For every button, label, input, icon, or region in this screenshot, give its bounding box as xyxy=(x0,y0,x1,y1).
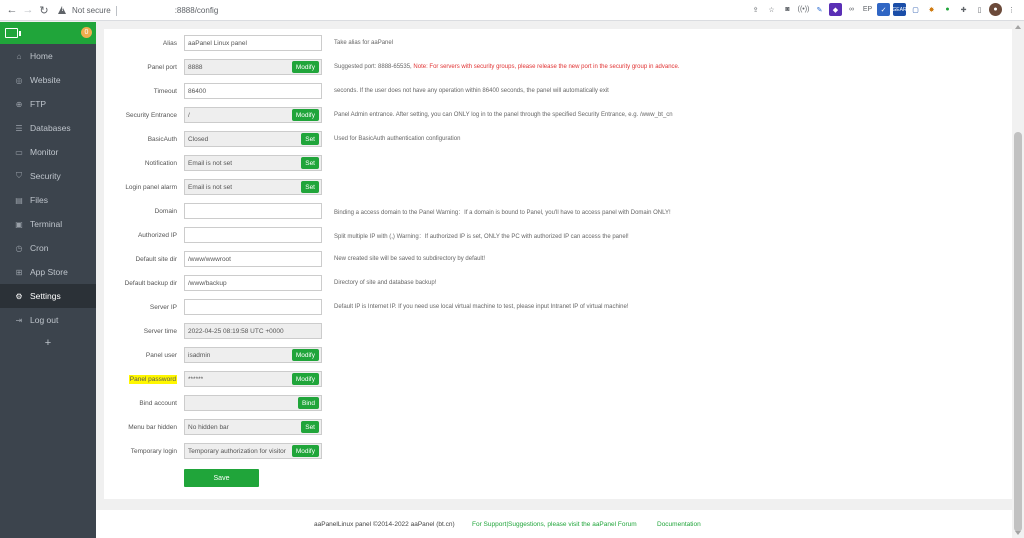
notification-label-text: Notification xyxy=(144,159,177,167)
server-ip-description-text: Default IP is Internet IP. If you need use local virtual machine to test, please input Intranet IP of virtual machine! xyxy=(334,304,629,310)
default-site-dir-label-text: Default site dir xyxy=(135,255,177,263)
domain-label xyxy=(104,208,177,215)
security-label[interactable]: Not secure xyxy=(72,6,111,15)
default-backup-dir-value: /www/backup xyxy=(188,279,227,287)
server-icon xyxy=(5,28,18,38)
panel-port-description xyxy=(334,64,680,70)
authorized-ip-description xyxy=(334,231,629,240)
setting-row-notification xyxy=(104,155,1004,171)
panel-port-value: 8888 xyxy=(188,63,203,71)
timeout-value: 86400 xyxy=(188,87,207,95)
panel-password-value: ****** xyxy=(188,375,204,383)
setting-row-panel-user xyxy=(104,347,1004,363)
scroll-thumb[interactable] xyxy=(1014,132,1022,532)
panel-password-label xyxy=(104,376,177,383)
sidebar-item-cron[interactable] xyxy=(0,236,96,260)
menu-bar-hidden-value: No hidden bar xyxy=(188,423,229,431)
sidebar-item-label: Cron xyxy=(30,243,49,253)
server-ip-description xyxy=(334,304,629,310)
alias-value: aaPanel Linux panel xyxy=(188,39,247,47)
extension-b-icon[interactable]: ◆ xyxy=(829,3,842,16)
copyright-text: aaPanelLinux panel ©2014-2022 aaPanel (bt.cn) xyxy=(314,520,455,528)
alias-label xyxy=(104,40,177,47)
sidebar-item-label: Security xyxy=(30,171,61,181)
url-path: :8888/config xyxy=(174,6,219,15)
bind-account-input[interactable] xyxy=(184,395,322,411)
alias-label-text: Alias xyxy=(162,39,177,47)
security-entrance-modify-button[interactable]: Modify xyxy=(292,109,319,121)
temporary-login-label xyxy=(104,448,177,455)
extension-a-icon[interactable]: ✎ xyxy=(816,6,823,14)
database-icon: ☰ xyxy=(15,123,23,133)
server-time-label-text: Server time xyxy=(143,327,177,335)
extension-h-icon[interactable]: ✸ xyxy=(928,6,935,14)
shield-icon: ⛉ xyxy=(16,171,22,180)
basic-auth-label-text: BasicAuth xyxy=(147,135,177,143)
address-bar[interactable] xyxy=(58,2,726,19)
file-icon: ▤ xyxy=(15,195,23,205)
setting-row-menu-bar-hidden xyxy=(104,419,1004,435)
login-alarm-set-button[interactable]: Set xyxy=(301,181,319,193)
menu-bar-hidden-input[interactable] xyxy=(184,419,322,435)
basic-auth-set-button[interactable]: Set xyxy=(301,133,319,145)
server-ip-label xyxy=(104,304,177,311)
alias-description-text: Take alias for aaPanel xyxy=(334,40,394,46)
sidebar-item-label: Website xyxy=(30,75,61,85)
notification-input[interactable] xyxy=(184,155,322,171)
bind-account-bind-button[interactable]: Bind xyxy=(298,397,319,409)
extension-c-icon[interactable]: ∞ xyxy=(849,6,854,13)
notification-label xyxy=(104,160,177,167)
setting-row-bind-account xyxy=(104,395,1004,411)
alias-description xyxy=(334,40,393,46)
timeout-label xyxy=(104,88,177,95)
setting-row-panel-password xyxy=(104,371,1004,387)
domain-label-text: Domain xyxy=(154,207,177,215)
basic-auth-description xyxy=(334,136,460,142)
sidebar xyxy=(0,22,96,538)
sidebar-item-label: Databases xyxy=(30,123,71,133)
panel-port-warning-text: Note: For servers with security groups, please release the new port in the security group in advance. xyxy=(413,64,680,70)
timeout-input[interactable] xyxy=(184,83,322,99)
login-alarm-value: Email is not set xyxy=(188,183,233,191)
forward-arrow-icon[interactable]: → xyxy=(22,4,34,16)
basic-auth-description-text: Used for BasicAuth authentication configuration xyxy=(334,136,461,142)
panel-user-label xyxy=(104,352,177,359)
panel-port-input[interactable] xyxy=(184,59,322,75)
sidebar-item-settings[interactable] xyxy=(0,284,96,308)
documentation-link[interactable]: Documentation xyxy=(657,520,701,528)
sidepanel-icon[interactable]: ▯ xyxy=(977,6,982,14)
sidebar-item-files[interactable] xyxy=(0,188,96,212)
authorized-ip-label xyxy=(104,232,177,239)
timeout-description-text: seconds. If the user does not have any operation within 86400 seconds, the panel will automatically exit xyxy=(334,88,609,94)
server-time-label xyxy=(104,328,177,335)
panel-port-label xyxy=(104,64,177,71)
extension-g-icon[interactable]: ▢ xyxy=(912,6,919,14)
warning-icon xyxy=(58,6,67,15)
sidebar-item-terminal[interactable] xyxy=(0,212,96,236)
default-site-dir-input[interactable] xyxy=(184,251,322,267)
grid-icon: ⊞ xyxy=(15,267,23,277)
sidebar-item-ftp[interactable] xyxy=(0,92,96,116)
sidebar-item-label: Files xyxy=(30,195,48,205)
authorized-ip-description-text: Split multiple IP with (,) Warning：If authorized IP is set, ONLY the PC with authorized IP can access the panel! xyxy=(334,233,629,240)
setting-row-temporary-login xyxy=(104,443,1004,459)
clock-icon: ◷ xyxy=(15,243,23,253)
setting-row-timeout xyxy=(104,83,1004,99)
login-alarm-label-text: Login panel alarm xyxy=(125,183,177,191)
cast-icon[interactable]: ((•)) xyxy=(797,6,810,13)
bind-account-label-text: Bind account xyxy=(139,399,177,407)
camera-icon[interactable]: ◙ xyxy=(785,6,790,13)
add-menu-button[interactable]: + xyxy=(44,337,52,349)
notification-set-button[interactable]: Set xyxy=(301,157,319,169)
security-entrance-input[interactable] xyxy=(184,107,322,123)
default-site-dir-description-text: New created site will be saved to subdirectory by default! xyxy=(334,256,486,262)
sidebar-item-label: FTP xyxy=(30,99,47,109)
server-ip-label-text: Server IP xyxy=(149,303,177,311)
panel-port-modify-button[interactable]: Modify xyxy=(292,61,319,73)
setting-row-basic-auth xyxy=(104,131,1004,147)
extension-e-icon[interactable]: ✓ xyxy=(877,3,890,16)
security-entrance-value: / xyxy=(188,111,190,119)
temporary-login-input[interactable] xyxy=(184,443,322,459)
sidebar-item-label: App Store xyxy=(30,267,68,277)
panel-password-input[interactable] xyxy=(184,371,322,387)
menu-bar-hidden-set-button[interactable]: Set xyxy=(301,421,319,433)
star-icon[interactable]: ☆ xyxy=(768,6,775,14)
sidebar-item-label: Log out xyxy=(30,315,59,325)
save-button[interactable]: Save xyxy=(184,469,259,487)
monitor-icon: ▭ xyxy=(15,147,23,157)
setting-row-server-ip xyxy=(104,299,1004,315)
basic-auth-input[interactable] xyxy=(184,131,322,147)
sidebar-item-label: Terminal xyxy=(30,219,63,229)
browser-toolbar xyxy=(0,0,1024,21)
default-backup-dir-label xyxy=(104,280,177,287)
default-site-dir-value: /www/wwwroot xyxy=(188,255,231,263)
setting-row-server-time xyxy=(104,323,1004,339)
extension-d-icon[interactable]: EP xyxy=(862,6,873,13)
menu-bar-hidden-label-text: Menu bar hidden xyxy=(128,423,177,431)
back-arrow-icon[interactable]: ← xyxy=(6,4,18,16)
notification-value: Email is not set xyxy=(188,159,233,167)
authorized-ip-input[interactable] xyxy=(184,227,322,243)
sidebar-item-home[interactable] xyxy=(0,44,96,68)
menu-bar-hidden-label xyxy=(104,424,177,431)
omnibox-divider xyxy=(116,6,117,16)
timeout-description xyxy=(334,88,609,94)
panel-password-label-text: Panel password xyxy=(129,375,176,383)
footer xyxy=(96,510,1012,538)
sidebar-header[interactable] xyxy=(0,22,96,44)
puzzle-icon[interactable]: ✚ xyxy=(960,6,967,14)
panel-password-modify-button[interactable]: Modify xyxy=(292,373,319,385)
default-backup-dir-description xyxy=(334,280,436,286)
alias-input[interactable] xyxy=(184,35,322,51)
setting-row-domain xyxy=(104,203,1004,219)
panel-port-label-text: Panel port xyxy=(147,63,177,71)
share-icon[interactable]: ⇪ xyxy=(752,6,759,14)
globe-icon: ◎ xyxy=(15,75,23,85)
default-site-dir-label xyxy=(104,256,177,263)
authorized-ip-label-text: Authorized IP xyxy=(137,231,177,239)
panel-user-value: isadmin xyxy=(188,351,211,359)
security-entrance-description xyxy=(334,112,673,118)
domain-description xyxy=(334,207,671,216)
setting-row-login-alarm xyxy=(104,179,1004,195)
panel-port-description-text: Suggested port: 8888-65535, xyxy=(334,64,414,70)
server-time-value: 2022-04-25 08:19:58 UTC +0000 xyxy=(188,327,284,335)
menu-icon[interactable]: ⋮ xyxy=(1008,6,1015,14)
sidebar-item-databases[interactable] xyxy=(0,116,96,140)
settings-panel xyxy=(104,29,1016,499)
setting-row-panel-port xyxy=(104,59,1004,75)
setting-row-default-site-dir xyxy=(104,251,1004,267)
page-scrollbar[interactable] xyxy=(1012,22,1024,538)
setting-row-alias xyxy=(104,35,1004,51)
server-ip-input[interactable] xyxy=(184,299,322,315)
default-backup-dir-label-text: Default backup dir xyxy=(124,279,177,287)
login-alarm-input[interactable] xyxy=(184,179,322,195)
scroll-up-icon[interactable] xyxy=(1015,25,1021,29)
login-alarm-label xyxy=(104,184,177,191)
home-icon: ⌂ xyxy=(16,51,22,61)
security-entrance-label xyxy=(104,112,177,119)
extension-toolbar xyxy=(749,3,1018,16)
temporary-login-modify-button[interactable]: Modify xyxy=(292,445,319,457)
terminal-icon: ▣ xyxy=(15,219,23,229)
sidebar-item-monitor[interactable] xyxy=(0,140,96,164)
default-site-dir-description xyxy=(334,256,485,262)
sidebar-item-website[interactable] xyxy=(0,68,96,92)
reload-icon[interactable]: ↻ xyxy=(39,4,49,17)
support-link[interactable]: For Support|Suggestions, please visit the aaPanel Forum xyxy=(472,520,637,528)
ftp-icon: ⊕ xyxy=(15,99,23,109)
gear-icon: ⚙ xyxy=(15,291,23,301)
sidebar-item-label: Home xyxy=(30,51,53,61)
sidebar-item-security[interactable] xyxy=(0,164,96,188)
setting-row-default-backup-dir xyxy=(104,275,1004,291)
extension-i-icon[interactable]: ● xyxy=(945,6,950,13)
setting-row-security-entrance xyxy=(104,107,1004,123)
scroll-down-icon[interactable] xyxy=(1015,531,1021,535)
timeout-label-text: Timeout xyxy=(153,87,177,95)
setting-row-authorized-ip xyxy=(104,227,1004,243)
bind-account-label xyxy=(104,400,177,407)
sidebar-item-label: Settings xyxy=(30,291,61,301)
security-entrance-label-text: Security Entrance xyxy=(125,111,177,119)
domain-input[interactable] xyxy=(184,203,322,219)
panel-user-label-text: Panel user xyxy=(145,351,177,359)
temporary-login-label-text: Temporary login xyxy=(130,447,177,455)
temporary-login-value: Temporary authorization for visitor xyxy=(188,447,286,455)
panel-user-input[interactable] xyxy=(184,347,322,363)
sidebar-item-label: Monitor xyxy=(30,147,59,157)
logout-icon: ⇥ xyxy=(15,315,23,325)
sidebar-item-app-store[interactable] xyxy=(0,260,96,284)
basic-auth-label xyxy=(104,136,177,143)
domain-description-text: Binding a access domain to the Panel Warning：If a domain is bound to Panel, you'll have to access panel with Domain ONLY! xyxy=(334,209,671,216)
profile-icon[interactable]: ● xyxy=(989,3,1002,16)
default-backup-dir-input[interactable] xyxy=(184,275,322,291)
panel-user-modify-button[interactable]: Modify xyxy=(292,349,319,361)
sidebar-item-logout[interactable] xyxy=(0,308,96,332)
server-time-input[interactable] xyxy=(184,323,322,339)
security-entrance-description-text: Panel Admin entrance. After setting, you can ONLY log in to the panel through the specified Security Entrance, e.g. /www_bt_cn xyxy=(334,112,673,118)
notification-badge[interactable]: 0 xyxy=(81,27,92,38)
extension-f-icon[interactable]: GEAR xyxy=(893,3,906,16)
default-backup-dir-description-text: Directory of site and database backup! xyxy=(334,280,437,286)
basic-auth-value: Closed xyxy=(188,135,209,143)
